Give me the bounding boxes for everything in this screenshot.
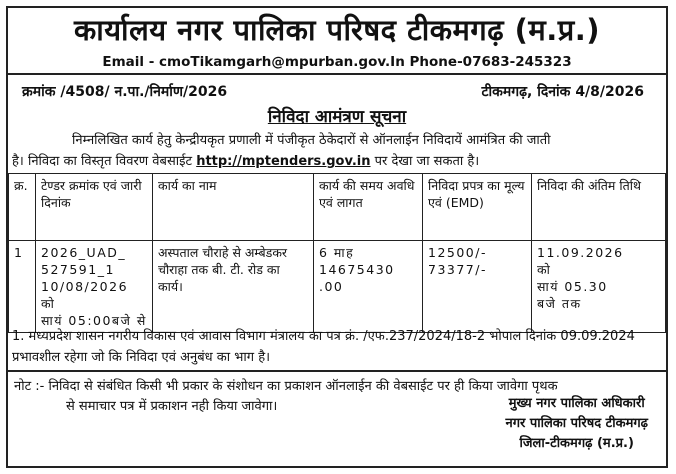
note-line-2: से समाचार पत्र में प्रकाशन नही किया जावेगा। — [66, 399, 278, 414]
header-form-emd: निविदा प्रपत्र का मूल्य एवं (EMD) — [423, 174, 532, 241]
cell-form-emd: 12500/- 73377/- — [423, 241, 532, 333]
tender-website-link[interactable]: http://mptenders.gov.in — [196, 154, 371, 169]
divider — [8, 73, 666, 75]
cell-duration-cost: 6 माह 14675430 .00 — [314, 241, 423, 333]
header-last-date: निविदा की अंतिम तिथि — [532, 174, 666, 241]
intro-prefix: है। निविदा का विस्तृत विवरण वेबसाईट — [12, 154, 193, 169]
divider — [8, 370, 666, 372]
header-tender-number: टेण्डर क्रमांक एवं जारी दिनांक — [36, 174, 153, 241]
notice-date: टीकमगढ़, दिनांक 4/8/2026 — [481, 84, 644, 100]
signature-office: नगर पालिका परिषद टीकमगढ़ — [505, 416, 648, 431]
cell-sno: 1 — [9, 241, 36, 333]
table-row — [9, 241, 666, 333]
header-work-name: कार्य का नाम — [153, 174, 314, 241]
signature-block — [505, 394, 648, 454]
header-sno: क्र. — [9, 174, 36, 241]
table-header-row — [9, 174, 666, 241]
note-line-1: नोट :- निविदा से संबंधित किसी भी प्रकार के संशोधन का प्रकाशन ऑनलाईन की वेबसाईट पर ही किया जावेगा पृथक — [14, 379, 558, 394]
contact-line: Email - cmoTikamgarh@mpurban.gov.In Phone-07683-245323 — [102, 54, 572, 70]
cell-work-name: अस्पताल चौराहे से अम्बेडकर चौराहा तक बी. टी. रोड का कार्य। — [153, 241, 314, 333]
cell-last-date: 11.09.2026 को सायं 05.30 बजे तक — [532, 241, 666, 333]
footer-clause: 1. मध्यप्रदेश शासन नगरीय विकास एवं आवास विभाग मंत्रालय का पत्र क्रं. /एफ.237/2024/18-2 भोपाल दिनांक 09.09.2024 प्रभावशील रहेगा जो कि निविदा एवं अनुबंध का भाग है। — [12, 329, 635, 365]
tender-table — [8, 173, 666, 333]
intro-line-2 — [12, 151, 662, 169]
intro-line-1: निम्नलिखित कार्य हेतु केन्द्रीयकृत प्रणाली में पंजीकृत ठेकेदारों से ऑनलाईन निविदायें आमंत्रित की जाती — [72, 133, 551, 148]
signature-district: जिला-टीकमगढ़ (म.प्र.) — [519, 436, 634, 451]
intro-suffix: पर देखा जा सकता है। — [374, 154, 480, 169]
notice-subtitle: निविदा आमंत्रण सूचना — [267, 107, 407, 127]
signature-designation: मुख्य नगर पालिका अधिकारी — [508, 396, 645, 411]
office-title: कार्यालय नगर पालिका परिषद टीकमगढ़ (म.प्र.) — [73, 13, 601, 47]
reference-number: क्रमांक /4508/ न.पा./निर्माण/2026 — [22, 84, 228, 100]
cell-tender-number: 2026_UAD_ 527591_1 10/08/2026 को सायं 05:00बजे से — [36, 241, 153, 333]
tender-notice — [6, 6, 668, 468]
header-duration-cost: कार्य की समय अवधि एवं लागत — [314, 174, 423, 241]
